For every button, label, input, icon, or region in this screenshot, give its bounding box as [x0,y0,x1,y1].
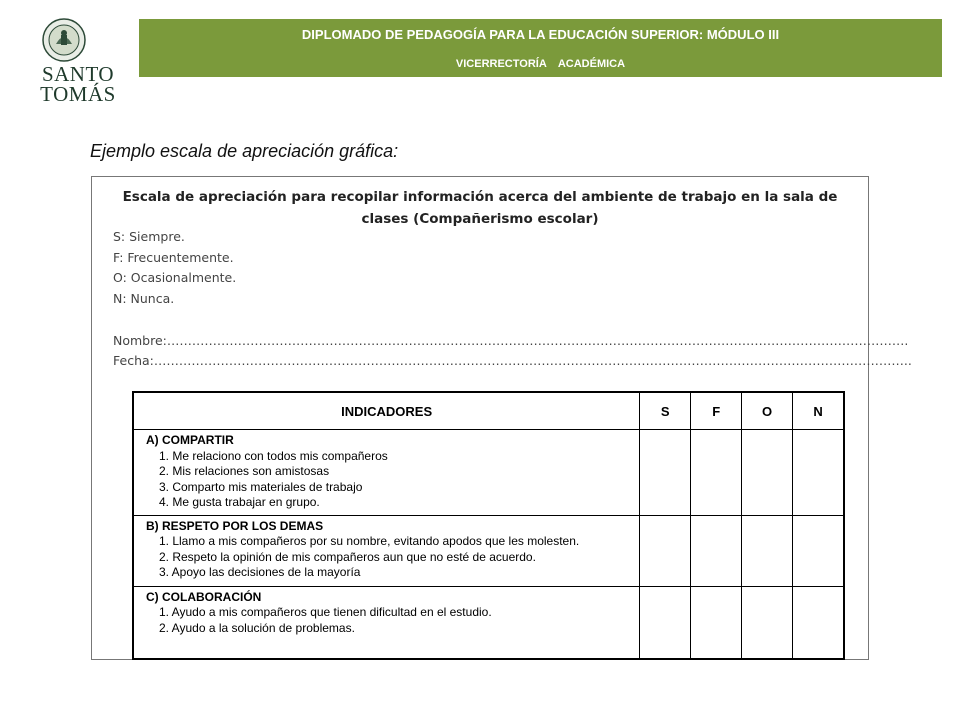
indicator-item: 3. Apoyo las decisiones de la mayoría [159,565,361,579]
banner-subtitle-part1: VICERRECTORÍA [455,58,547,70]
section-title: C) COLABORACIÓN [146,589,262,604]
header-s: S [640,393,691,430]
name-field[interactable]: Nombre:……………………………………………………………………………………………………………………………………………………………. [113,333,909,348]
table-header-row [134,393,844,430]
section-compartir [134,430,640,516]
indicator-item: 2. Respeto la opinión de mis compañeros aun que no esté de acuerdo. [159,549,536,564]
legend-item-f: F: Frecuentemente. [113,249,234,265]
rating-cell-o[interactable] [742,586,793,658]
rating-cell-n[interactable] [793,586,844,658]
rating-cell-f[interactable] [691,515,742,586]
rating-cell-s[interactable] [640,586,691,658]
indicator-item: 4. Me gusta trabajar en grupo. [159,495,320,509]
banner-subtitle [139,58,942,70]
rating-cell-s[interactable] [640,515,691,586]
section-title: B) RESPETO POR LOS DEMAS [146,518,324,533]
brand-line-1: SANTO [41,62,115,86]
page-heading: Ejemplo escala de apreciación gráfica: [90,141,399,161]
table-row-respeto [134,515,844,586]
appreciation-scale-frame [91,176,912,660]
banner-subtitle-part2: ACADÉMICA [557,58,626,70]
rating-cell-n[interactable] [793,430,844,516]
legend-item-s: S: Siempre. [113,229,185,244]
legend-item-n: N: Nunca. [113,290,175,306]
header-indicadores: INDICADORES [134,393,640,430]
university-seal-icon [42,18,86,62]
rating-cell-o[interactable] [742,515,793,586]
header-banner [139,19,942,77]
section-colaboracion [134,586,640,658]
header-n: N [793,393,844,430]
table-row-compartir [134,430,844,516]
brand-line-2: TOMÁS [40,82,116,106]
indicator-item: 2. Mis relaciones son amistosas [159,464,330,478]
section-title: A) COMPARTIR [146,433,234,447]
header-o: O [742,393,793,430]
indicator-item: 1. Ayudo a mis compañeros que tienen dificultad en el estudio. [159,605,492,619]
indicator-item: 1. Me relaciono con todos mis compañeros [159,448,388,463]
date-field[interactable]: Fecha:……………………………………………………………………………………………………………………………………………………………….. [113,353,912,368]
rating-cell-s[interactable] [640,430,691,516]
header-f: F [691,393,742,430]
rating-cell-f[interactable] [691,430,742,516]
section-respeto [134,515,640,586]
santo-tomas-logo [34,14,122,108]
brand-wordmark [34,64,122,104]
legend-item-o: O: Ocasionalmente. [113,270,237,285]
indicator-item: 3. Comparto mis materiales de trabajo [159,479,363,494]
scale-title: Escala de apreciación para recopilar información acerca del ambiente de trabajo en la sala de clases (Compañerismo escolar) [122,189,838,227]
indicator-item: 2. Ayudo a la solución de problemas. [159,620,355,635]
rating-cell-o[interactable] [742,430,793,516]
table-row-colaboracion [134,586,844,658]
rating-cell-n[interactable] [793,515,844,586]
student-fields [113,331,912,371]
indicator-item: 1. Llamo a mis compañeros por su nombre, evitando apodos que les molesten. [159,534,580,548]
indicators-table [133,392,844,659]
banner-title: DIPLOMADO DE PEDAGOGÍA PARA LA EDUCACIÓN SUPERIOR: MÓDULO III [301,27,780,42]
scale-legend [113,227,236,309]
rating-cell-f[interactable] [691,586,742,658]
